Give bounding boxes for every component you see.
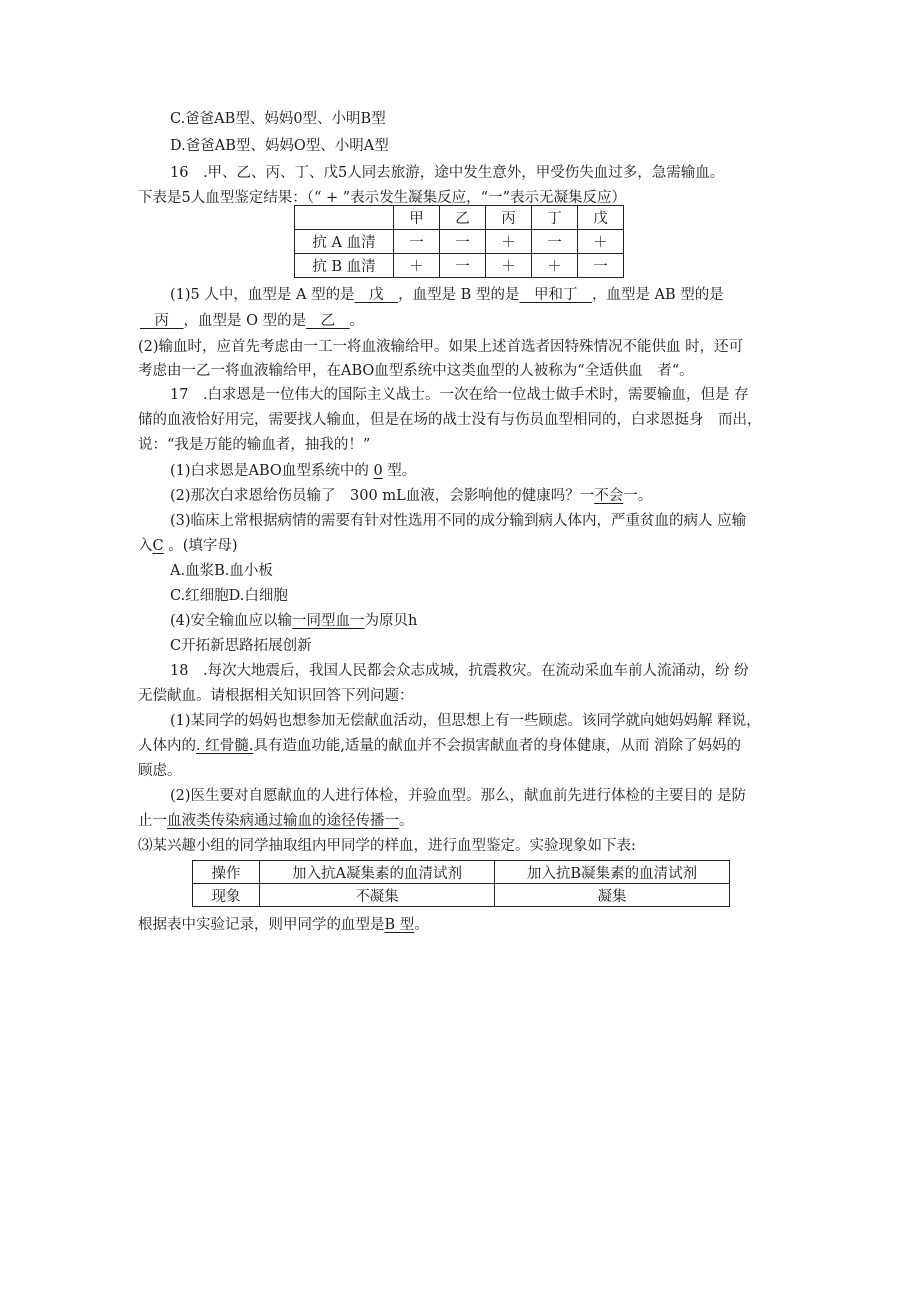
q18-part2-text: 止一 <box>138 813 167 829</box>
q17-part2-text: 一。 <box>623 488 653 504</box>
q17-answer-health: 不会 <box>594 488 624 504</box>
table-cell: 现象 <box>193 884 260 907</box>
table-cell: 抗 A 血清 <box>295 230 394 254</box>
q18-stem-line1: 18 .每次大地震后，我国人民都会众志成城，抗震救灾。在流动采血车前人流涌动，纷 纷 <box>170 663 749 679</box>
table-cell: 凝集 <box>495 884 730 907</box>
table-header-cell: 戊 <box>578 206 624 230</box>
q16-answer-type-b: 甲和丁 <box>519 287 592 303</box>
table-header-cell: 丁 <box>532 206 578 230</box>
q17-answer-blood-type: 0 <box>373 463 383 479</box>
q17-part4-text: 为原贝h <box>364 613 418 629</box>
q16-part1-line2 <box>140 310 364 332</box>
table-header-row <box>295 206 624 230</box>
q17-part3-text: 入 <box>138 538 153 554</box>
q18-stem-line2: 无偿献血。请根据相关知识回答下列问题： <box>138 688 414 704</box>
table-cell: ＋ <box>486 230 532 254</box>
q15-option-d: D.爸爸AB型、妈妈O型、小明A型 <box>170 138 389 154</box>
q18-part1-line2 <box>138 735 741 757</box>
q16-stem-line2: 下表是5人血型鉴定结果：（“ + ”表示发生凝集反应，“一”表示无凝集反应） <box>138 190 626 206</box>
q17-options-cd: C.红细胞D.白细胞 <box>170 588 288 604</box>
q18-part3-text: 根据表中实验记录，则甲同学的血型是 <box>138 917 385 933</box>
q17-part2 <box>170 485 652 507</box>
q17-part2-text: (2)那次白求恩给伤员输了 300 mL血液，会影响他的健康吗？一 <box>170 488 595 504</box>
table-cell: ＋ <box>394 254 440 278</box>
q17-part4 <box>170 610 417 632</box>
q18-part1-line3: 顾虑。 <box>138 763 182 779</box>
table-cell: ＋ <box>578 230 624 254</box>
table-cell: ＋ <box>532 254 578 278</box>
q18-part3-line1: ⑶某兴趣小组的同学抽取组内甲同学的样血，进行血型鉴定。实验现象如下表: <box>138 838 636 854</box>
q18-experiment-table <box>192 860 730 907</box>
q18-part1-line1: (1)某同学的妈妈也想参加无偿献血活动，但思想上有一些顾虑。该同学就向她妈妈解 释说， <box>170 713 761 729</box>
q16-part2-line1: (2)输血时，应首先考虑由一工一将血液输给甲。如果上述首选者因特殊情况不能供血 时，还可 <box>138 339 744 355</box>
q18-answer-organ: . 红骨髓. <box>196 738 254 754</box>
q18-part2-text: 。 <box>399 813 414 829</box>
q17-stem-line3: 说：“我是万能的输血者，抽我的！” <box>138 437 371 453</box>
table-header-cell <box>295 206 394 230</box>
table-cell: 一 <box>394 230 440 254</box>
q18-part1-text: 人体内的 <box>138 738 196 754</box>
table-cell: 一 <box>532 230 578 254</box>
table-cell: 一 <box>578 254 624 278</box>
table-header-cell: 加入抗B凝集素的血清试剂 <box>495 861 730 884</box>
section-heading: C开拓新思路拓展创新 <box>170 638 312 654</box>
q17-part3-line2 <box>138 535 238 557</box>
q18-answer-blood-type: B 型 <box>384 917 415 933</box>
q18-part1-text: 具有造血功能,适量的献血并不会损害献血者的身体健康，从而 消除了妈妈的 <box>253 738 742 754</box>
q16-blood-type-table <box>294 205 624 278</box>
q16-answer-type-ab: 丙 <box>140 313 184 329</box>
q17-stem-line2: 储的血液恰好用完，需要找人输血，但是在场的战士没有与伤员血型相同的，白求恩挺身 而出， <box>138 412 762 428</box>
q17-stem-line1: 17 .白求恩是一位伟大的国际主义战士。一次在给一位战士做手术时，需要输血，但是 存 <box>170 387 749 403</box>
table-header-row <box>193 861 730 884</box>
q16-part1-text: ，血型是 O 型的是 <box>183 313 307 329</box>
table-cell: 不凝集 <box>260 884 495 907</box>
q18-part3-text: 。 <box>414 917 429 933</box>
q16-part1-text: ，血型是 AB 型的是 <box>591 287 724 303</box>
q17-options-ab: A.血浆B.血小板 <box>170 563 273 579</box>
table-header-cell: 加入抗A凝集素的血清试剂 <box>260 861 495 884</box>
q17-answer-principle: 一同型血一 <box>292 613 365 629</box>
q16-answer-type-a: 戊 <box>354 287 399 303</box>
table-row <box>295 230 624 254</box>
q18-part2-line2 <box>138 810 414 832</box>
table-cell: 一 <box>440 254 486 278</box>
table-row <box>193 884 730 907</box>
q16-part1-text: (1)5 人中，血型是 A 型的是 <box>170 287 355 303</box>
q16-answer-type-o: 乙 <box>306 313 350 329</box>
q17-part1-text: (1)白求恩是ABO血型系统中的 <box>170 463 369 479</box>
q16-part1-line1 <box>170 284 724 306</box>
q16-stem-line1: 16 .甲、乙、丙、丁、戊5人同去旅游，途中发生意外，甲受伤失血过多，急需输血。 <box>170 165 725 181</box>
q17-part3-text: 。(填字母) <box>168 538 238 554</box>
table-cell: 抗 B 血清 <box>295 254 394 278</box>
q16-part2-line2: 考虑由一乙一将血液输给甲，在ABO血型系统中这类血型的人被称为“全适供血 者“。 <box>138 363 694 379</box>
table-cell: ＋ <box>486 254 532 278</box>
q16-part1-text: ，血型是 B 型的是 <box>398 287 520 303</box>
q16-part1-text: 。 <box>349 313 365 329</box>
q18-answer-purpose: 血液类传染病通过输血的途径传播一 <box>167 813 399 829</box>
table-cell: 一 <box>440 230 486 254</box>
q17-part1-text: 型。 <box>387 463 417 479</box>
table-header-cell: 乙 <box>440 206 486 230</box>
table-header-cell: 甲 <box>394 206 440 230</box>
q17-part3-line1: (3)临床上常根据病情的需要有针对性选用不同的成分输到病人体内，严重贫血的病人 应输 <box>170 513 747 529</box>
q15-option-c: C.爸爸AB型、妈妈0型、小明B型 <box>170 111 386 127</box>
q17-answer-component: C <box>152 538 164 554</box>
table-row <box>295 254 624 278</box>
table-header-cell: 操作 <box>193 861 260 884</box>
q18-part2-line1: (2)医生要对自愿献血的人进行体检，并验血型。那么，献血前先进行体检的主要目的 是防 <box>170 788 747 804</box>
table-header-cell: 丙 <box>486 206 532 230</box>
q17-part1 <box>170 460 416 482</box>
q17-part4-text: (4)安全输血应以输 <box>170 613 293 629</box>
q18-part3-line2 <box>138 914 429 936</box>
